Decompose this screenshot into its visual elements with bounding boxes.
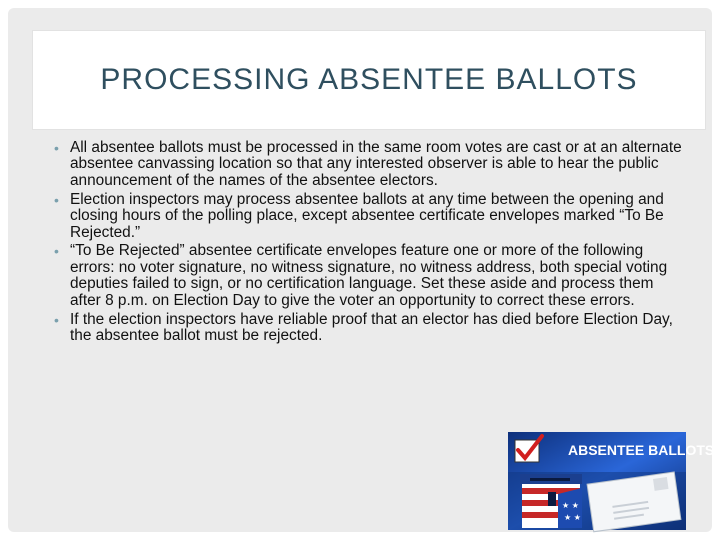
svg-text:★ ★: ★ ★: [564, 513, 581, 522]
banner-text: ABSENTEE BALLOTS: [568, 442, 715, 458]
bullet-dot-icon: •: [54, 140, 59, 156]
bullet-text: Election inspectors may process absentee ballots at any time between the opening and closing hours of the polling place, except absentee certificate envelopes marked “To Be Rejected.”: [70, 190, 664, 241]
bullet-list: [48, 140, 684, 347]
bullet-dot-icon: •: [54, 191, 59, 208]
bullet-item: [48, 192, 684, 241]
svg-text:★ ★: ★ ★: [562, 501, 579, 510]
slide-title: PROCESSING ABSENTEE BALLOTS: [100, 63, 638, 96]
bullet-item: [48, 243, 684, 309]
bullet-dot-icon: •: [54, 243, 59, 260]
ballot-box-illustration: [508, 432, 715, 530]
title-box: [32, 30, 706, 130]
bullet-dot-icon: •: [54, 311, 59, 328]
absentee-ballots-image: [508, 432, 715, 530]
bullet-item: [48, 312, 684, 345]
bullet-text: All absentee ballots must be processed in the same room votes are cast or at an alternate absentee canvassing location so that any interested observer is able to hear the public announcement of the names of the absentee electors.: [70, 139, 682, 189]
bullet-text: If the election inspectors have reliable proof that an elector has died before Election Day, the absentee ballot must be rejected.: [70, 310, 673, 344]
bullet-text: “To Be Rejected” absentee certificate envelopes feature one or more of the following errors: no voter signature, no witness signature, no witness address, both special voting deputies failed to sign, or no certification language. Set these aside and process them after 8 p.m. on Election Day to give the voter an opportunity to correct these errors.: [70, 242, 668, 309]
bullet-item: [48, 140, 684, 189]
